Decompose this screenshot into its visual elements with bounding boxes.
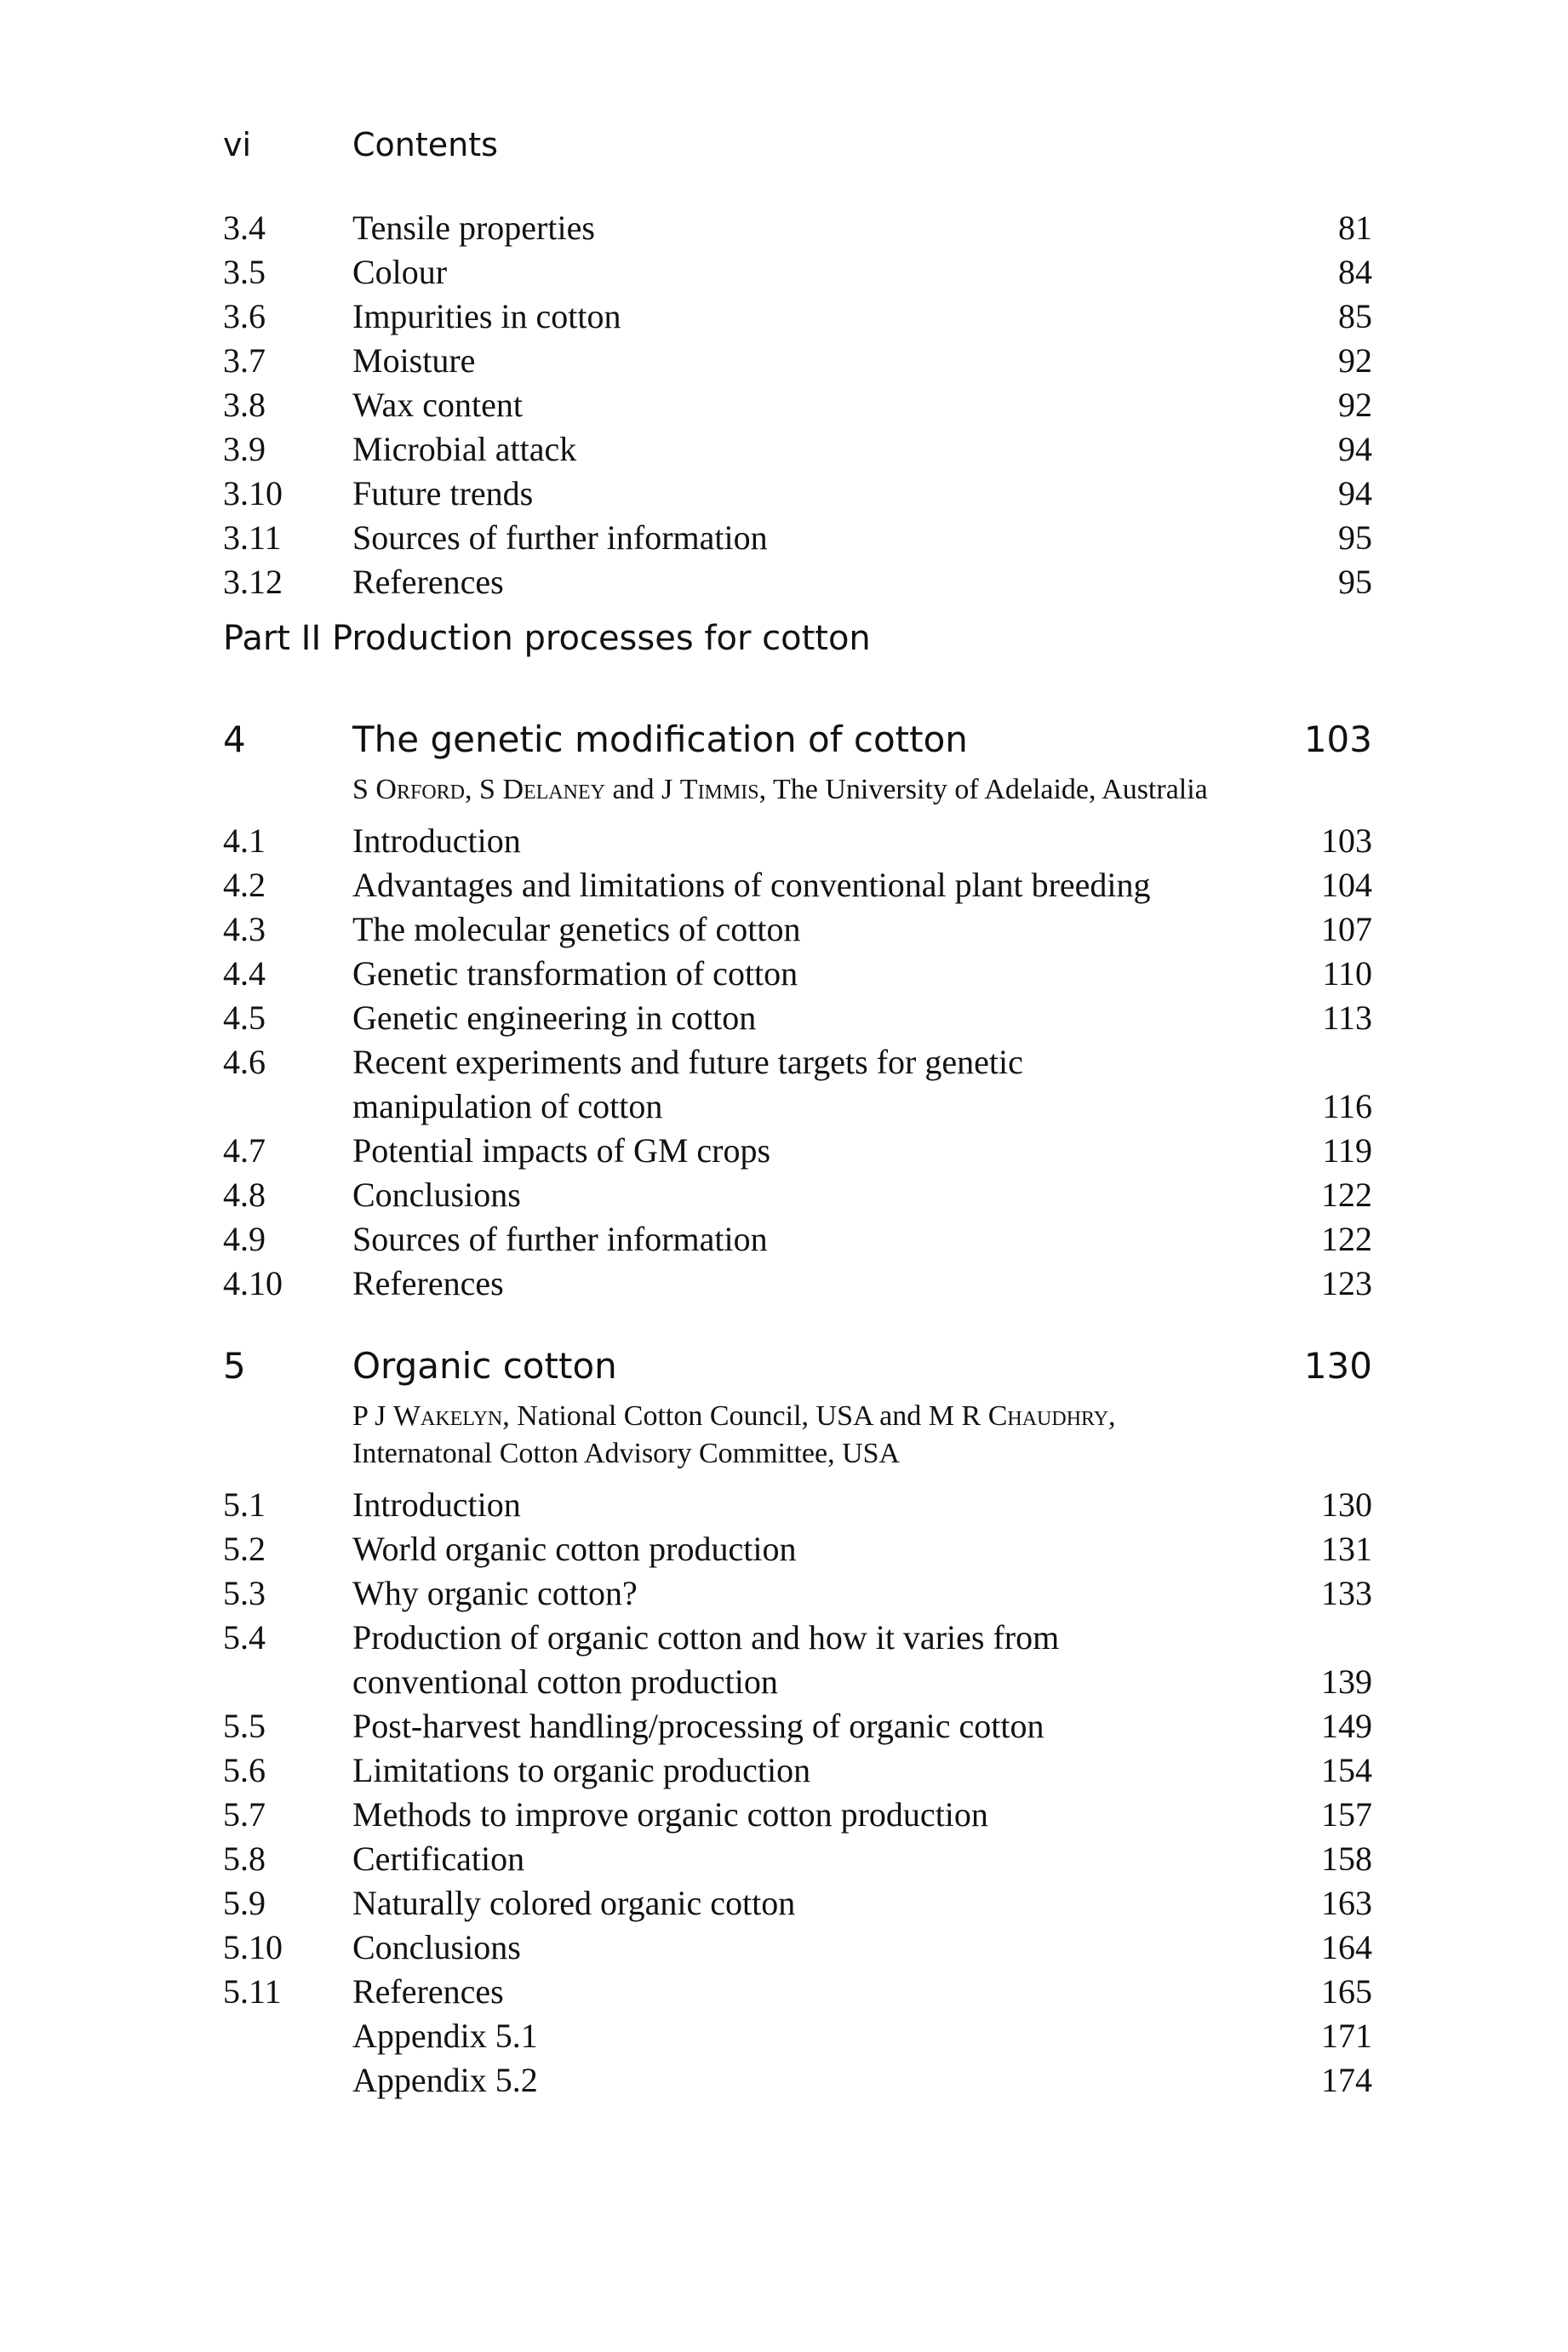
entry-number: 3.5 xyxy=(223,253,266,291)
part-heading: Part II Production processes for cotton xyxy=(223,619,871,658)
entry-page: 103 xyxy=(1321,821,1372,860)
entry-title: Recent experiments and future targets for genetic xyxy=(352,1043,1023,1081)
toc-entry-3-6[interactable] xyxy=(223,295,1372,339)
entry-number: 4.6 xyxy=(223,1043,266,1081)
entry-page: 163 xyxy=(1321,1884,1372,1922)
entry-number: 4.10 xyxy=(223,1264,283,1302)
entry-title: Potential impacts of GM crops xyxy=(352,1131,771,1170)
toc-entry-3-8[interactable] xyxy=(223,383,1372,427)
toc-entry-appendix-5-2[interactable] xyxy=(223,2058,1372,2103)
entry-page: 95 xyxy=(1338,563,1372,601)
entry-page: 158 xyxy=(1321,1840,1372,1878)
chapter-4-authors xyxy=(352,764,1255,819)
entry-number: 5.3 xyxy=(223,1574,266,1612)
entry-page: 92 xyxy=(1338,341,1372,380)
entry-number: 5.4 xyxy=(223,1618,266,1657)
entry-title: Genetic transformation of cotton xyxy=(352,954,798,993)
entry-title: World organic cotton production xyxy=(352,1530,797,1568)
entry-title: Colour xyxy=(352,253,448,291)
entry-number: 4.2 xyxy=(223,866,266,904)
entry-page: 157 xyxy=(1321,1795,1372,1834)
entry-page: 133 xyxy=(1321,1574,1372,1612)
chapter-5-authors xyxy=(352,1391,1255,1483)
toc-entry-3-9[interactable] xyxy=(223,427,1372,472)
entry-page: 113 xyxy=(1322,999,1372,1037)
toc-entry-4-4[interactable] xyxy=(223,952,1372,996)
entry-title: Genetic engineering in cotton xyxy=(352,999,757,1037)
entry-page: 85 xyxy=(1338,297,1372,335)
toc-entry-3-5[interactable] xyxy=(223,250,1372,295)
toc-entry-5-10[interactable] xyxy=(223,1926,1372,1970)
entry-page: 92 xyxy=(1338,386,1372,424)
entry-page: 164 xyxy=(1321,1928,1372,1966)
chapter-4-heading[interactable] xyxy=(223,715,1372,764)
entry-page: 149 xyxy=(1321,1707,1372,1745)
entry-page: 174 xyxy=(1321,2061,1372,2099)
entry-title: Tensile properties xyxy=(352,209,595,247)
entry-page: 81 xyxy=(1338,209,1372,247)
toc-entry-5-6[interactable] xyxy=(223,1748,1372,1793)
toc-entry-4-2[interactable] xyxy=(223,863,1372,907)
entry-page: 119 xyxy=(1322,1131,1372,1170)
entry-number: 4.9 xyxy=(223,1220,266,1258)
toc-entry-5-4-continued[interactable] xyxy=(223,1660,1372,1704)
toc-entry-5-5[interactable] xyxy=(223,1704,1372,1748)
entry-title: References xyxy=(352,1264,504,1302)
entry-title: Advantages and limitations of conventional plant breeding xyxy=(352,866,1151,904)
entry-title: Moisture xyxy=(352,341,476,380)
entry-number: 5.2 xyxy=(223,1530,266,1568)
entry-number: 3.10 xyxy=(223,474,283,512)
entry-number: 3.6 xyxy=(223,297,266,335)
entry-number: 3.12 xyxy=(223,563,283,601)
entry-title: Future trends xyxy=(352,474,534,512)
toc-entry-5-4[interactable] xyxy=(223,1616,1372,1660)
entry-title: Why organic cotton? xyxy=(352,1574,638,1612)
author-initial: P J xyxy=(352,1400,393,1432)
author-initial: S xyxy=(352,774,376,805)
entry-title: Limitations to organic production xyxy=(352,1751,811,1789)
chapter-4-entries xyxy=(223,819,1372,1306)
toc-entry-4-5[interactable] xyxy=(223,996,1372,1040)
toc-entry-4-10[interactable] xyxy=(223,1262,1372,1306)
entry-page: 84 xyxy=(1338,253,1372,291)
author-surname: Delaney xyxy=(502,774,605,805)
author-surname: Timmis xyxy=(679,774,759,805)
chapter-page: 103 xyxy=(1303,718,1372,760)
entry-number: 3.7 xyxy=(223,341,266,380)
entry-page: 123 xyxy=(1321,1264,1372,1302)
author-affiliation: , Internatonal Cotton Advisory Committee, USA xyxy=(352,1400,1116,1469)
entry-title: Naturally colored organic cotton xyxy=(352,1884,796,1922)
author-separator: , S xyxy=(465,774,503,805)
entry-page: 122 xyxy=(1321,1220,1372,1258)
entry-page: 94 xyxy=(1338,430,1372,468)
entry-page: 94 xyxy=(1338,474,1372,512)
toc-entry-4-9[interactable] xyxy=(223,1217,1372,1262)
chapter-number: 5 xyxy=(223,1345,246,1387)
table-of-contents xyxy=(223,206,1372,2103)
author-separator: and J xyxy=(604,774,680,805)
author-affiliation: , The University of Adelaide, Australia xyxy=(758,774,1208,805)
toc-entry-4-1[interactable] xyxy=(223,819,1372,863)
toc-entry-5-3[interactable] xyxy=(223,1571,1372,1616)
entry-title-continued: manipulation of cotton xyxy=(352,1087,663,1125)
chapter-title: Organic cotton xyxy=(352,1345,617,1387)
chapter-number: 4 xyxy=(223,718,246,760)
toc-entry-5-2[interactable] xyxy=(223,1527,1372,1571)
entry-page: 107 xyxy=(1321,910,1372,948)
toc-entry-5-11[interactable] xyxy=(223,1970,1372,2014)
entry-number: 5.8 xyxy=(223,1840,266,1878)
entry-number: 4.8 xyxy=(223,1176,266,1214)
running-title: Contents xyxy=(352,126,498,163)
entry-title: Appendix 5.1 xyxy=(352,2017,538,2055)
toc-entry-5-9[interactable] xyxy=(223,1881,1372,1926)
toc-entry-3-10[interactable] xyxy=(223,472,1372,516)
entry-page: 131 xyxy=(1321,1530,1372,1568)
entry-number: 4.4 xyxy=(223,954,266,993)
entry-title: Microbial attack xyxy=(352,430,577,468)
toc-entry-5-8[interactable] xyxy=(223,1837,1372,1881)
toc-entry-3-12[interactable] xyxy=(223,560,1372,604)
entry-number: 5.7 xyxy=(223,1795,266,1834)
entry-page: 130 xyxy=(1321,1485,1372,1524)
toc-entry-5-1[interactable] xyxy=(223,1483,1372,1527)
entry-page: 165 xyxy=(1321,1972,1372,2011)
toc-entry-4-3[interactable] xyxy=(223,907,1372,952)
toc-entry-4-7[interactable] xyxy=(223,1129,1372,1173)
chapter-title: The genetic modification of cotton xyxy=(352,718,968,760)
page-folio: vi xyxy=(223,126,252,163)
entry-number: 3.4 xyxy=(223,209,266,247)
entry-page: 95 xyxy=(1338,518,1372,557)
entry-page: 104 xyxy=(1321,866,1372,904)
toc-entry-4-6-continued[interactable] xyxy=(223,1084,1372,1129)
entry-title-continued: conventional cotton production xyxy=(352,1662,778,1701)
entry-number: 5.5 xyxy=(223,1707,266,1745)
chapter-spacer xyxy=(223,1306,1372,1336)
author-surname: Chaudhry xyxy=(987,1400,1109,1432)
toc-entry-3-7[interactable] xyxy=(223,339,1372,383)
author-surname: Wakelyn xyxy=(392,1400,503,1432)
author-surname: Orford xyxy=(375,774,466,805)
entry-title: The molecular genetics of cotton xyxy=(352,910,801,948)
entry-title: Sources of further information xyxy=(352,518,768,557)
entry-title: Introduction xyxy=(352,821,521,860)
entry-page: 139 xyxy=(1321,1662,1372,1701)
author-separator: , National Cotton Council, USA and M R xyxy=(502,1400,988,1432)
entry-number: 4.1 xyxy=(223,821,266,860)
entry-title: Sources of further information xyxy=(352,1220,768,1258)
entry-number: 3.11 xyxy=(223,518,282,557)
entry-number: 5.1 xyxy=(223,1485,266,1524)
entry-number: 4.3 xyxy=(223,910,266,948)
toc-entry-4-8[interactable] xyxy=(223,1173,1372,1217)
entry-page: 171 xyxy=(1321,2017,1372,2055)
entry-number: 3.8 xyxy=(223,386,266,424)
entry-title: Impurities in cotton xyxy=(352,297,621,335)
entry-number: 4.7 xyxy=(223,1131,266,1170)
entry-title: Post-harvest handling/processing of organic cotton xyxy=(352,1707,1044,1745)
entry-number: 5.9 xyxy=(223,1884,266,1922)
entry-title: Production of organic cotton and how it varies from xyxy=(352,1618,1060,1657)
entry-title: Methods to improve organic cotton production xyxy=(352,1795,988,1834)
entry-number: 5.6 xyxy=(223,1751,266,1789)
entry-number: 5.11 xyxy=(223,1972,282,2011)
entry-page: 122 xyxy=(1321,1176,1372,1214)
entry-title: References xyxy=(352,563,504,601)
chapter-page: 130 xyxy=(1303,1345,1372,1387)
entry-title: References xyxy=(352,1972,504,2011)
entry-page: 116 xyxy=(1322,1087,1372,1125)
entry-title: Conclusions xyxy=(352,1928,521,1966)
entry-title: Wax content xyxy=(352,386,524,424)
chapter-3-entries xyxy=(223,206,1372,604)
toc-entry-3-11[interactable] xyxy=(223,516,1372,560)
toc-entry-5-7[interactable] xyxy=(223,1793,1372,1837)
entry-page: 110 xyxy=(1322,954,1372,993)
entry-number: 5.10 xyxy=(223,1928,283,1966)
entry-title: Appendix 5.2 xyxy=(352,2061,538,2099)
entry-number: 4.5 xyxy=(223,999,266,1037)
entry-number: 3.9 xyxy=(223,430,266,468)
entry-title: Introduction xyxy=(352,1485,521,1524)
entry-title: Certification xyxy=(352,1840,525,1878)
toc-entry-appendix-5-1[interactable] xyxy=(223,2014,1372,2058)
chapter-5-entries xyxy=(223,1483,1372,2103)
toc-entry-4-6[interactable] xyxy=(223,1040,1372,1084)
entry-page: 154 xyxy=(1321,1751,1372,1789)
entry-title: Conclusions xyxy=(352,1176,521,1214)
toc-entry-3-4[interactable] xyxy=(223,206,1372,250)
chapter-5-heading[interactable] xyxy=(223,1342,1372,1391)
